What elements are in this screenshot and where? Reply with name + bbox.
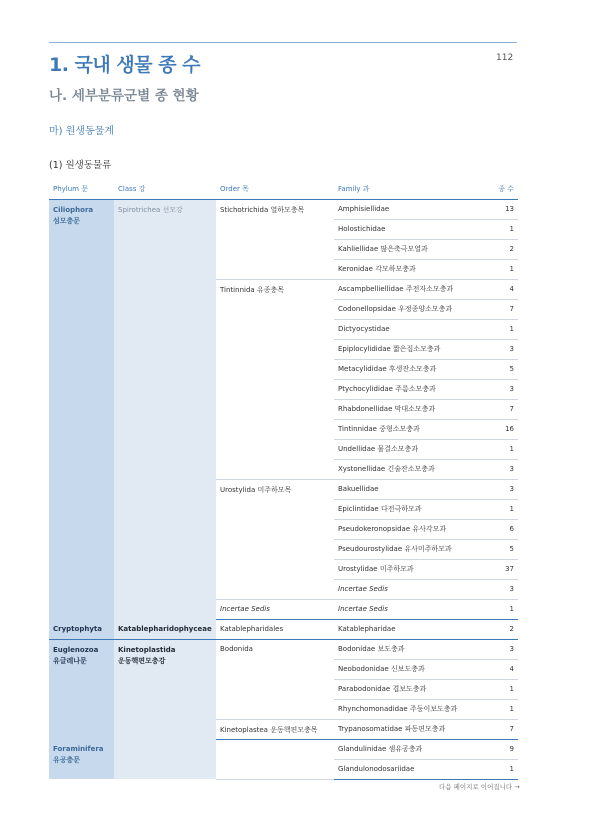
order-cell [216, 739, 334, 779]
species-count-cell: 3 [484, 639, 518, 659]
family-cell: Incertae Sedis [334, 579, 484, 599]
species-count-cell: 3 [484, 379, 518, 399]
col-header-class: Class 강 [114, 179, 216, 199]
species-count-cell: 6 [484, 519, 518, 539]
species-count-cell: 1 [484, 259, 518, 279]
family-cell: Neobodonidae 신보도충과 [334, 659, 484, 679]
phylum-name: 유공충문 [53, 756, 81, 764]
phylum-cell [49, 639, 114, 739]
family-cell: Bodonidae 보도충과 [334, 639, 484, 659]
family-cell: Codonellopsidae 우정종양소모충과 [334, 299, 484, 319]
family-cell: Ptychocylididae 주름소모충과 [334, 379, 484, 399]
phylum-cell [49, 739, 114, 779]
species-count-cell: 9 [484, 739, 518, 759]
species-count-cell: 3 [484, 339, 518, 359]
table-header-row [49, 179, 518, 199]
species-count-cell: 1 [484, 599, 518, 619]
species-count-cell: 7 [484, 719, 518, 739]
continue-note: 다음 페이지로 이어집니다 → [439, 783, 520, 791]
family-cell: Rhabdonellidae 막대소모충과 [334, 399, 484, 419]
family-cell: Parabodonidae 겹보도충과 [334, 679, 484, 699]
class-cell [114, 199, 216, 619]
family-cell: Epiclintidae 다전극하모과 [334, 499, 484, 519]
family-cell: Glandulinidae 샘유공충과 [334, 739, 484, 759]
phylum-cell [49, 199, 114, 619]
family-cell: Amphisiellidae [334, 199, 484, 219]
family-cell: Urostylidae 미주하모과 [334, 559, 484, 579]
page-number: 112 [496, 53, 514, 63]
order-cell: Stichotrichida 열하모충목 [216, 199, 334, 279]
order-cell: Bodonida [216, 639, 334, 719]
class-name: Spirotrichea 선모강 [118, 205, 183, 214]
species-count-cell: 1 [484, 319, 518, 339]
class-cell [114, 739, 216, 779]
species-count-cell: 1 [484, 439, 518, 459]
family-cell: Incertae Sedis [334, 599, 484, 619]
header-rule [49, 42, 517, 43]
order-cell: Kinetoplastea 운동핵편모충목 [216, 719, 334, 739]
species-count-cell: 16 [484, 419, 518, 439]
family-cell: Metacylididae 후생잔소모충과 [334, 359, 484, 379]
species-count-cell: 13 [484, 199, 518, 219]
family-cell: Trypanosomatidae 파동편모충과 [334, 719, 484, 739]
species-count-cell: 4 [484, 279, 518, 299]
section-heading: 마) 원생동물계 [49, 126, 115, 137]
species-table [49, 179, 518, 780]
species-count-cell: 4 [484, 659, 518, 679]
col-header-family: Family 과 [334, 179, 484, 199]
class-cell [114, 619, 216, 639]
order-cell: Tintinnida 유종충목 [216, 279, 334, 479]
family-cell: Rhynchomonadidae 주둥이보도충과 [334, 699, 484, 719]
family-cell: Pseudokeronopsidae 유사각모과 [334, 519, 484, 539]
order-cell: Urostylida 미주하모목 [216, 479, 334, 599]
species-count-cell: 3 [484, 579, 518, 599]
species-count-cell: 7 [484, 399, 518, 419]
family-cell: Dictyocystidae [334, 319, 484, 339]
species-count-cell: 2 [484, 619, 518, 639]
phylum-name: Cryptophyta [53, 625, 102, 633]
species-count-cell: 5 [484, 539, 518, 559]
table-row [49, 619, 518, 639]
species-count-cell: 1 [484, 679, 518, 699]
phylum-name: Euglenozoa [53, 645, 99, 654]
table-row [49, 739, 518, 759]
order-cell: Incertae Sedis [216, 599, 334, 619]
family-cell: Holostichidae [334, 219, 484, 239]
species-count-cell: 3 [484, 479, 518, 499]
subsection-heading: (1) 원생동물류 [49, 160, 112, 171]
species-count-cell: 1 [484, 759, 518, 779]
family-cell: Kahliellidae 많은축극모열과 [334, 239, 484, 259]
species-count-cell: 1 [484, 499, 518, 519]
species-count-cell: 1 [484, 219, 518, 239]
table-row [49, 639, 518, 659]
family-cell: Pseudourostylidae 유사미주하모과 [334, 539, 484, 559]
phylum-name: Foraminifera [53, 745, 104, 753]
species-count-cell: 3 [484, 459, 518, 479]
family-cell: Tintinnidae 중형소모충과 [334, 419, 484, 439]
page-title: 1. 국내 생물 종 수 [49, 54, 201, 76]
class-name: 운동핵편모충강 [118, 656, 166, 665]
species-count-cell: 2 [484, 239, 518, 259]
family-cell: Glandulonodosariidae [334, 759, 484, 779]
species-count-cell: 1 [484, 699, 518, 719]
family-cell: Katablepharidae [334, 619, 484, 639]
section-subtitle: 나. 세부분류군별 종 현황 [49, 88, 199, 104]
class-name: Katablepharidophyceae [118, 625, 212, 633]
species-count-cell: 5 [484, 359, 518, 379]
family-cell: Bakuellidae [334, 479, 484, 499]
species-count-cell: 37 [484, 559, 518, 579]
family-cell: Undellidae 물결소모충과 [334, 439, 484, 459]
order-cell: Katablepharidales [216, 619, 334, 639]
col-header-order: Order 목 [216, 179, 334, 199]
class-name: Kinetoplastida [118, 645, 176, 654]
family-cell: Epiplocylididae 짧은집소모충과 [334, 339, 484, 359]
table-row [49, 199, 518, 219]
phylum-name: 유글레나문 [53, 656, 87, 665]
family-cell: Ascampbelliellidae 주전자소모충과 [334, 279, 484, 299]
col-header-phylum: Phylum 문 [49, 179, 114, 199]
phylum-name: Ciliophora [53, 205, 94, 214]
phylum-name: 섬모충문 [53, 216, 81, 225]
family-cell: Xystonellidae 긴술잔소모충과 [334, 459, 484, 479]
phylum-cell [49, 619, 114, 639]
table-body [49, 199, 518, 779]
species-count-cell: 7 [484, 299, 518, 319]
family-cell: Keronidae 각모하모충과 [334, 259, 484, 279]
class-cell [114, 639, 216, 739]
col-header-count: 종 수 [484, 179, 518, 199]
